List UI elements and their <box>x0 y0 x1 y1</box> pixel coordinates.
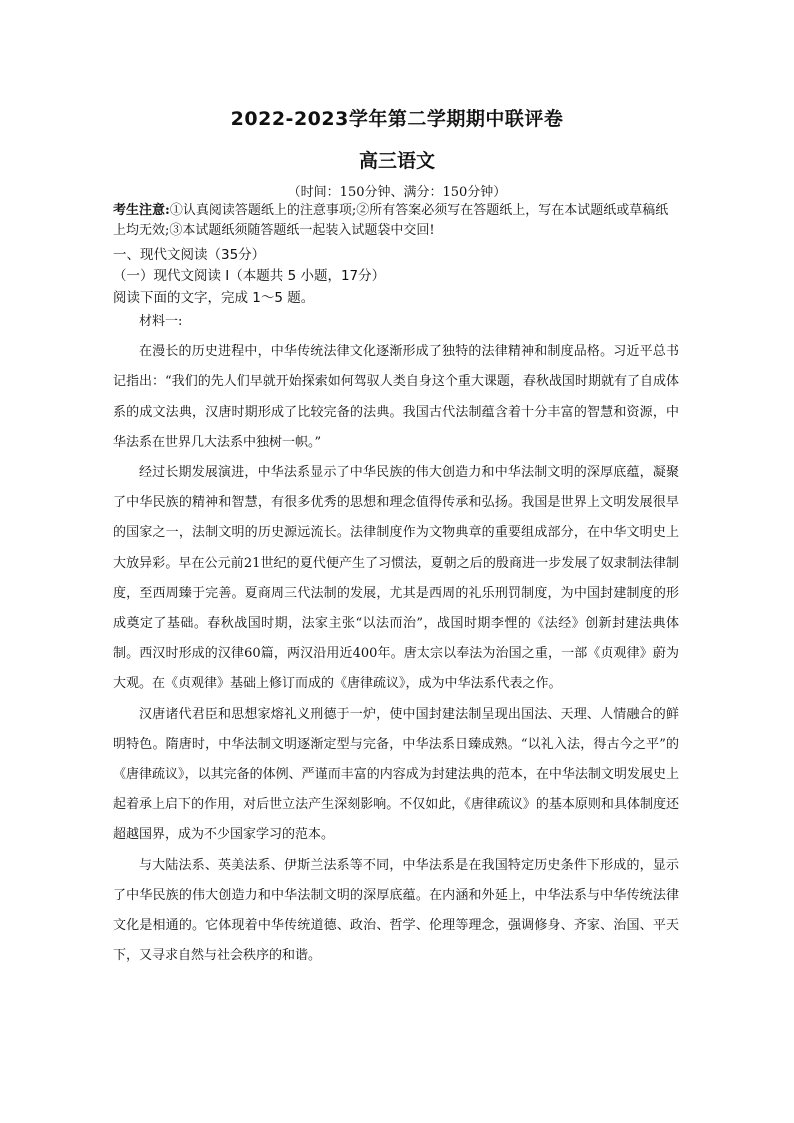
candidate-notice <box>113 201 679 241</box>
material-label: 材料一: <box>139 314 183 329</box>
notice-text: ①认真阅读答题纸上的注意事项;②所有答案必须写在答题纸上，写在本试题纸或草稿纸上均无效;③本试题纸须随答题纸一起装入试题袋中交回! <box>113 203 669 238</box>
passage-paragraph: 汉唐诸代君臣和思想家熔礼义刑德于一炉，使中国封建法制呈现出国法、天理、人情融合的鲜明特色。隋唐时，中华法制文明逐渐定型与完备，中华法系日臻成熟。“以礼入法，得古今之平”的《唐律疏议》，以其完备的体例、严谨而丰富的内容成为封建法典的范本，在中华法制文明发展史上起着承上启下的作用，对后世立法产生深刻影响。不仅如此，《唐律疏议》的基本原则和具体制度还超越国界，成为不少国家学习的范本。 <box>113 706 679 843</box>
reading-passage <box>113 307 679 971</box>
reading-instruction: 阅读下面的文字，完成 1～5 题。 <box>113 290 315 306</box>
exam-title: 2022-2023学年第二学期期中联评卷 <box>230 108 564 130</box>
passage-paragraph: 在漫长的历史进程中，中华传统法律文化逐渐形成了独特的法律精神和制度品格。习近平总书记指出：“我们的先人们早就开始探索如何驾驭人类自身这个重大课题，春秋战国时期就有了自成体系的成文法典，汉唐时期形成了比较完备的法典。我国古代法制蕴含着十分丰富的智慧和资源，中华法系在世界几大法系中独树一帜。” <box>113 344 679 450</box>
subsection-heading: （一）现代文阅读 I（本题共 5 小题，17分） <box>113 268 386 284</box>
exam-subject: 高三语文 <box>358 150 435 172</box>
exam-time-info: （时间：150分钟、满分：150分钟） <box>287 185 507 200</box>
notice-label: 考生注意: <box>113 203 170 218</box>
passage-paragraph: 经过长期发展演进，中华法系显示了中华民族的伟大创造力和中华法制文明的深厚底蕴，凝聚了中华民族的精神和智慧，有很多优秀的思想和理念值得传承和弘扬。我国是世界上文明发展很早的国家之一，法制文明的历史源远流长。法律制度作为文物典章的重要组成部分，在中华文明史上大放异彩。早在公元前21世纪的夏代便产生了习惯法，夏朝之后的殷商进一步发展了奴隶制法律制度，至西周臻于完善。夏商周三代法制的发展，尤其是西周的礼乐刑罚制度，为中国封建制度的形成奠定了基础。春秋战国时期，法家主张“以法而治”，战国时期李悝的《法经》创新封建法典体制。西汉时形成的汉律60篇，两汉沿用近400年。唐太宗以奉法为治国之重，一部《贞观律》蔚为大观。在《贞观律》基础上修订而成的《唐律疏议》，成为中华法系代表之作。 <box>113 465 679 692</box>
section-heading: 一、现代文阅读（35分） <box>113 247 266 263</box>
passage-paragraph: 与大陆法系、英美法系、伊斯兰法系等不同，中华法系是在我国特定历史条件下形成的，显示了中华民族的伟大创造力和中华法制文明的深厚底蕴。在内涵和外延上，中华法系与中华传统法律文化是相通的。它体现着中华传统道德、政治、哲学、伦理等理念，强调修身、齐家、治国、平天下，又寻求自然与社会秩序的和谐。 <box>113 857 679 964</box>
